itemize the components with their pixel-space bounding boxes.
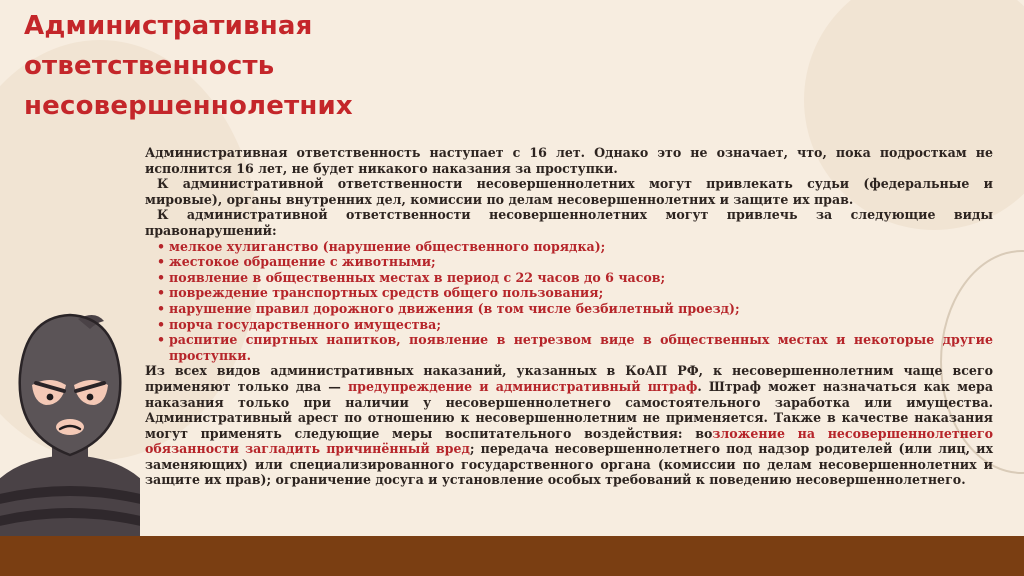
content-text: [145, 145, 993, 488]
footer-bar: [0, 536, 1024, 576]
paragraph-punishments: [145, 363, 993, 488]
list-item: • порча государственного имущества;: [169, 317, 993, 333]
list-item: • повреждение транспортных средств общего пользования;: [169, 285, 993, 301]
punishments-text-b: . Штраф может назначаться как мера наказания только при наличии у несовершеннолетнего самостоятельного заработка или имущества. Административный арест по отношению к несовершеннолетним не применяется. Также в качестве наказания могут применять следующие меры воспитательного воздействия: во: [145, 378, 993, 441]
list-item: • нарушение правил дорожного движения (в том числе безбилетный проезд);: [169, 301, 993, 317]
punishments-text-c: ; передача несовершеннолетнего под надзор родителей (или лиц, их заменяющих) или специализированного государственного органа (комиссии по делам несовершеннолетних и защите их прав); ограничение досуга и установление особых требований к поведению несовершеннолетнего.: [145, 441, 993, 488]
punishments-highlight: предупреждение и административный штраф: [347, 378, 698, 394]
list-item: • жестокое обращение с животными;: [169, 254, 993, 270]
violations-list: [145, 239, 993, 364]
list-item: • появление в общественных местах в период с 22 часов до 6 часов;: [169, 270, 993, 286]
masked-teenager-illustration: [0, 305, 140, 540]
paragraph-age: Административная ответственность наступает с 16 лет. Однако это не означает, что, пока подросткам не исполнится 16 лет, не будет никакого наказания за проступки.: [145, 145, 993, 176]
list-item: • мелкое хулиганство (нарушение общественного порядка);: [169, 239, 993, 255]
title-line-1: Административная: [24, 11, 313, 41]
punishments-text-a: Из всех видов административных наказаний, указанных в КоАП РФ, к несовершеннолетним чаще всего применяют только два —: [145, 363, 993, 394]
paragraph-violations-intro: К административной ответственности несовершеннолетних могут привлечь за следующие виды правонарушений:: [145, 207, 993, 238]
punishments-highlight-2: зложение на несовершеннолетнего обязанности загладить причинённый вред: [145, 425, 993, 457]
page-title: [24, 6, 353, 126]
title-line-2: ответственность: [24, 51, 275, 81]
list-item: • распитие спиртных напитков, появление в нетрезвом виде в общественных местах и некоторые другие проступки.: [169, 332, 993, 363]
title-line-3: несовершеннолетних: [24, 91, 353, 121]
paragraph-authorities: К административной ответственности несовершеннолетних могут привлекать судьи (федеральные и мировые), органы внутренних дел, комиссии по делам несовершеннолетних и защите их прав.: [145, 176, 993, 207]
